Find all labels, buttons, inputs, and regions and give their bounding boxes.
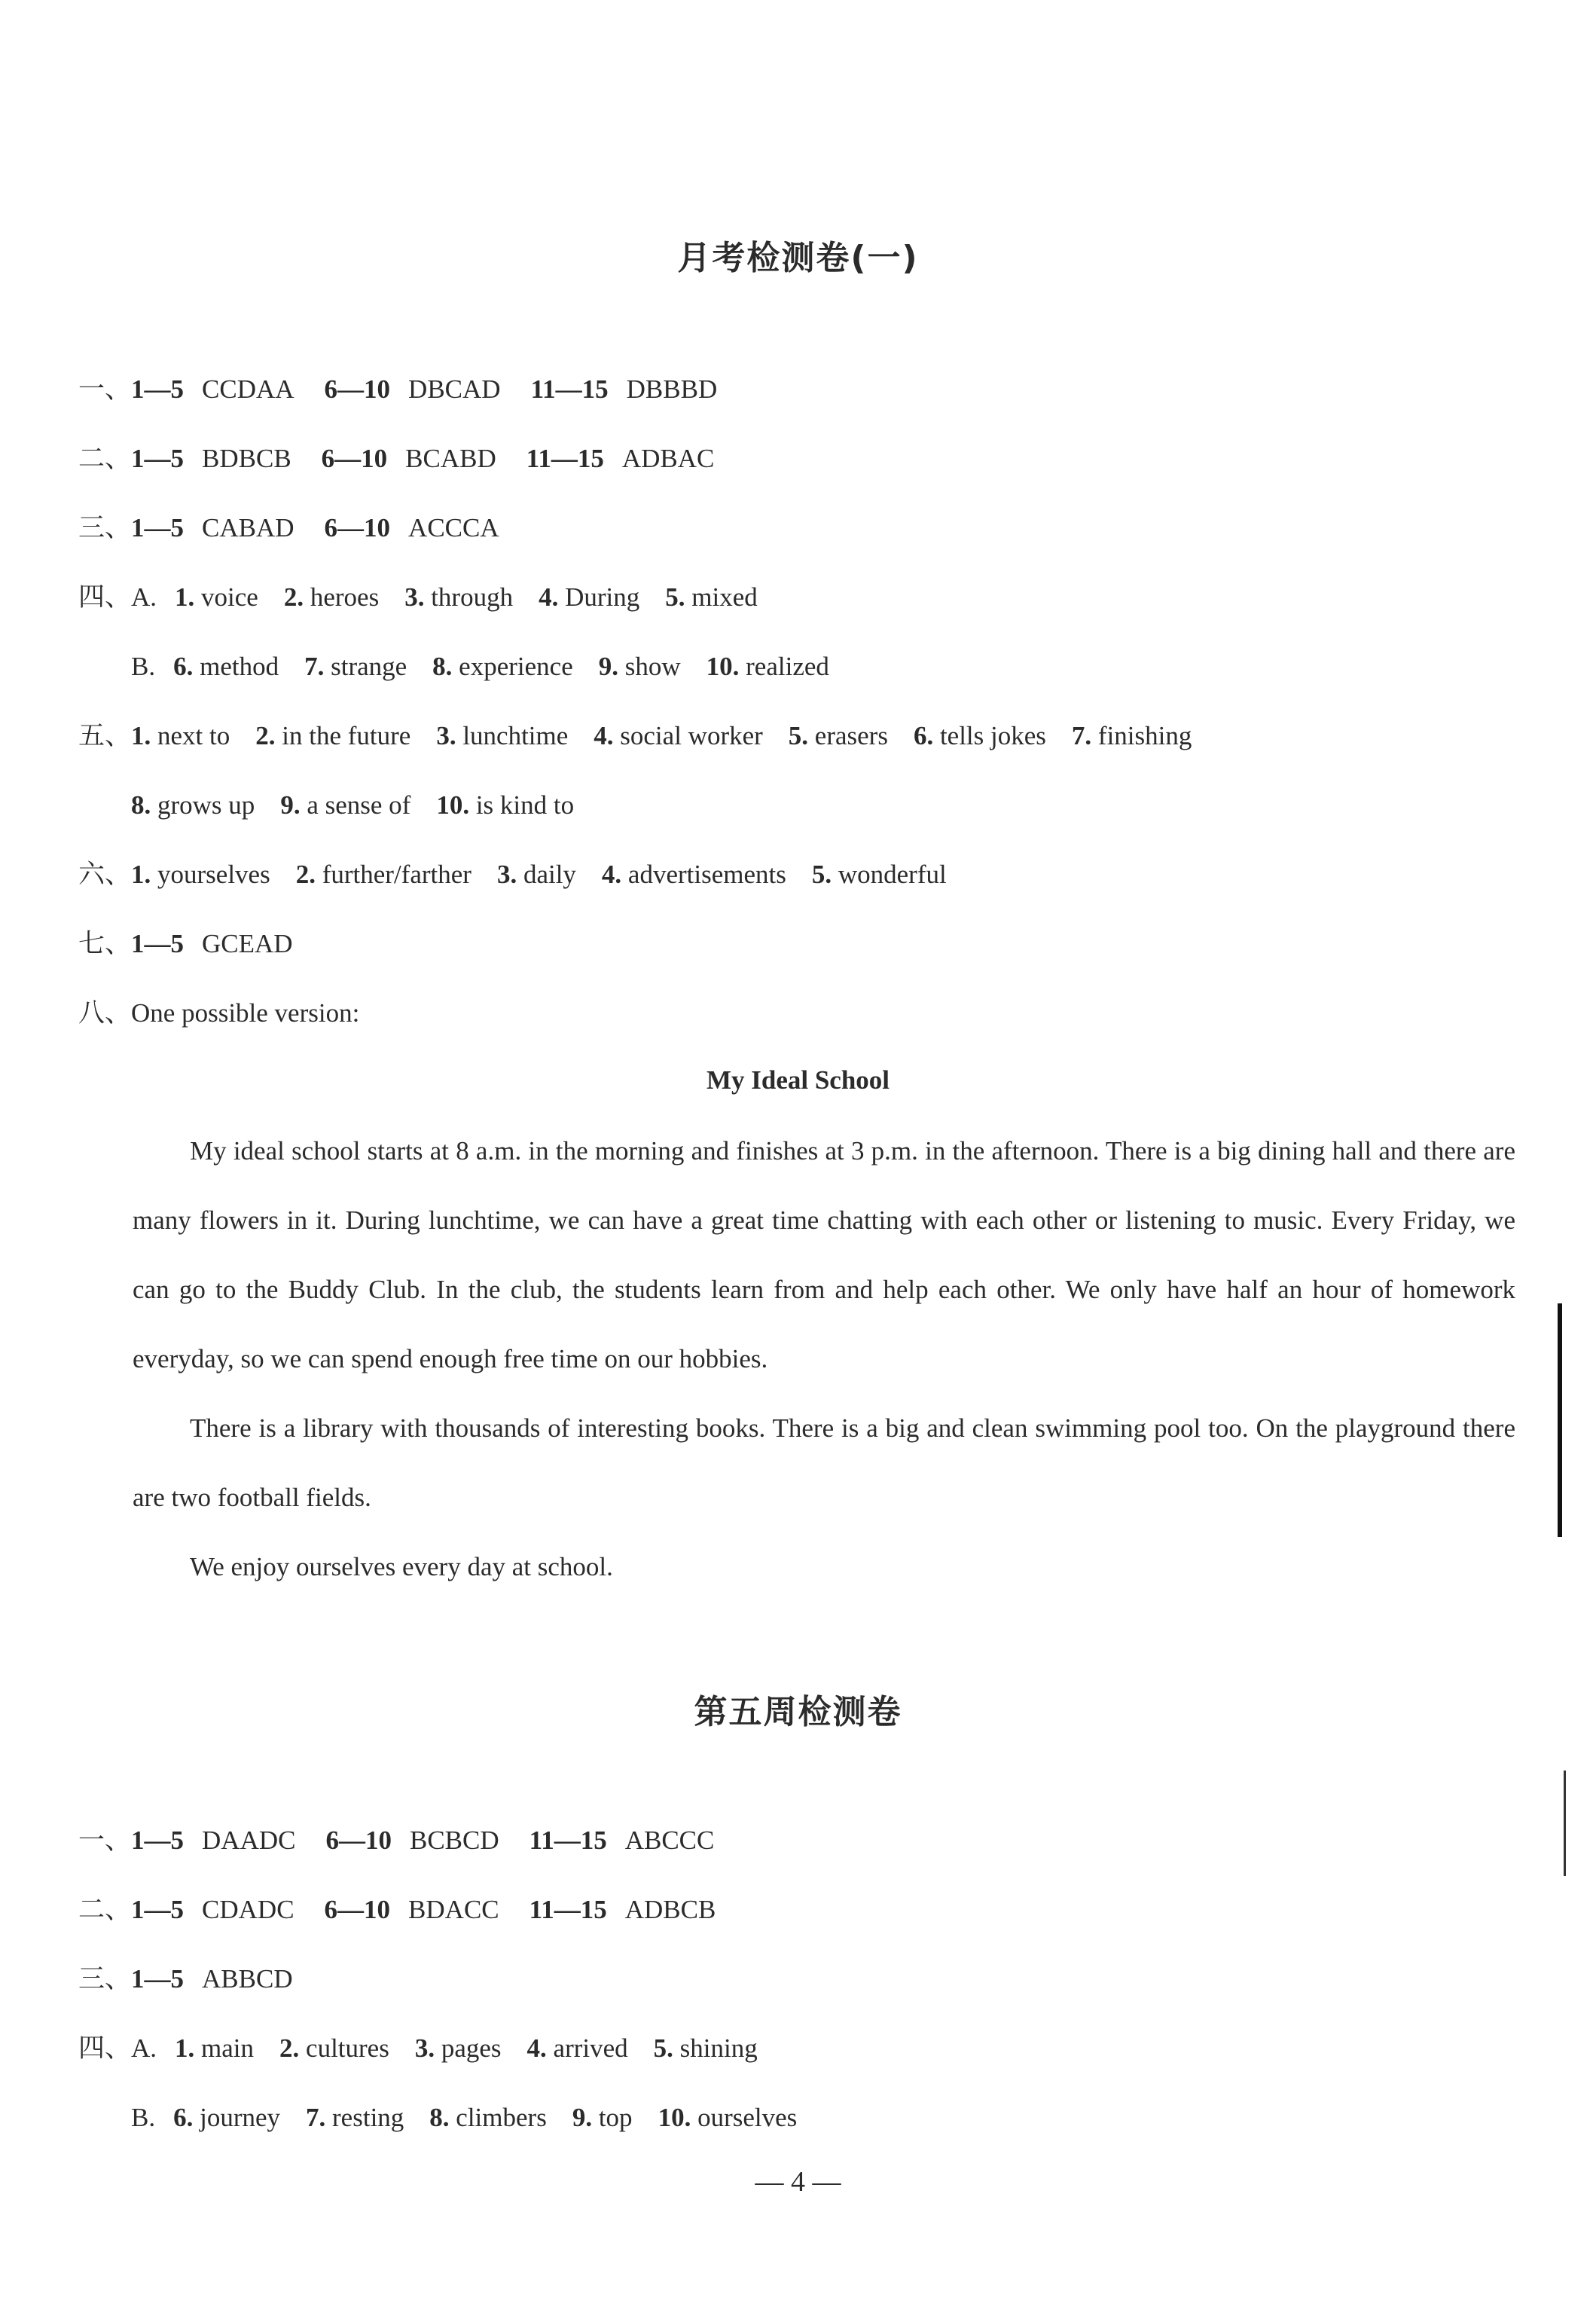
- row-label: 三、: [78, 513, 132, 543]
- answer-row: [78, 509, 499, 547]
- row-label: 二、: [78, 1895, 132, 1925]
- answer-row: [78, 579, 758, 616]
- essay-paragraph: There is a library with thousands of interesting books. There is a big and clean swimming pool too. On the playground there are two football fields.: [133, 1413, 1515, 1512]
- part-prefix: B.: [131, 652, 156, 681]
- answer-group: 6—10 DBCAD: [324, 374, 501, 404]
- answer-group: 8. climbers: [429, 2103, 547, 2132]
- answer-row: [131, 787, 574, 824]
- part-prefix: B.: [131, 2103, 156, 2132]
- answer-group: 5. wonderful: [811, 860, 947, 889]
- row-label: 一、: [78, 374, 132, 405]
- scan-edge-mark: [1564, 1771, 1566, 1876]
- answer-row: [78, 994, 359, 1032]
- answer-row: [78, 925, 293, 963]
- part-prefix: A.: [131, 2033, 157, 2063]
- answer-group: 5. shining: [653, 2033, 758, 2063]
- answer-group: 2. further/farther: [295, 860, 471, 889]
- page-number: — 4 —: [755, 2166, 841, 2198]
- answer-group: 1—5 GCEAD: [131, 929, 293, 958]
- answer-row: [78, 717, 1192, 755]
- answer-group: 2. in the future: [255, 721, 411, 750]
- answer-group: 6. tells jokes: [913, 721, 1046, 750]
- answer-group: 11—15 ABCCC: [529, 1826, 715, 1855]
- answer-group: 7. strange: [304, 652, 407, 681]
- answer-group: 3. daily: [496, 860, 576, 889]
- answer-group: 11—15 ADBAC: [526, 444, 715, 473]
- answer-row: [131, 2099, 797, 2137]
- answer-group: 1—5 CABAD: [131, 513, 294, 542]
- scan-edge-mark: [1558, 1303, 1562, 1537]
- answer-group: 1—5 DAADC: [131, 1826, 296, 1855]
- answer-group: 1—5 BDBCB: [131, 444, 291, 473]
- answer-group: 3. pages: [414, 2033, 502, 2063]
- answer-group: 1. main: [175, 2033, 255, 2063]
- answer-group: 4. social worker: [594, 721, 763, 750]
- answer-group: 6. method: [173, 652, 279, 681]
- answer-group: 5. erasers: [788, 721, 888, 750]
- answer-group: 9. top: [572, 2103, 633, 2132]
- row-label: 三、: [78, 1964, 132, 1994]
- essay-paragraph: We enjoy ourselves every day at school.: [190, 1552, 613, 1581]
- answer-group: 3. through: [404, 582, 514, 612]
- answer-group: 4. arrived: [526, 2033, 628, 2063]
- answer-group: 9. a sense of: [280, 790, 411, 820]
- answer-group: 10. is kind to: [436, 790, 575, 820]
- essay-paragraph: My ideal school starts at 8 a.m. in the morning and finishes at 3 p.m. in the afternoon. There is a big dining hall and there are many flowers in it. During lunchtime, we can have a great time chatting with each other or listening to music. Every Friday, we can go to the Buddy Club. In the club, the students learn from and help each other. We only have half an hour of homework everyday, so we can spend enough free time on our hobbies.: [133, 1136, 1515, 1373]
- answer-group: 4. During: [539, 582, 640, 612]
- row-label: 六、: [78, 860, 132, 890]
- answer-group: 8. experience: [432, 652, 573, 681]
- answer-group: 7. resting: [306, 2103, 404, 2132]
- answer-group: 1—5 CDADC: [131, 1895, 294, 1924]
- row-label: 二、: [78, 444, 132, 474]
- answer-group: 6—10 BDACC: [324, 1895, 499, 1924]
- answer-group: 2. cultures: [279, 2033, 389, 2063]
- answer-group: 4. advertisements: [601, 860, 786, 889]
- answer-group: 3. lunchtime: [436, 721, 569, 750]
- answer-group: 7. finishing: [1071, 721, 1192, 750]
- row-label: 四、: [78, 2033, 132, 2064]
- answer-group: 5. mixed: [665, 582, 758, 612]
- answer-group: 6—10 ACCCA: [324, 513, 499, 542]
- answer-row: [131, 648, 829, 686]
- section-title-monthly-test-1: 月考检测卷(一): [677, 239, 919, 277]
- row-text: One possible version:: [131, 998, 360, 1028]
- answer-group: 9. show: [598, 652, 681, 681]
- answer-group: 1—5 ABBCD: [131, 1964, 293, 1994]
- answer-row: [78, 371, 717, 408]
- essay-title: My Ideal School: [706, 1065, 890, 1095]
- section-title-week-5-test: 第五周检测卷: [694, 1693, 902, 1731]
- answer-group: 1. next to: [131, 721, 230, 750]
- row-label: 四、: [78, 582, 132, 613]
- answer-group: 11—15 DBBBD: [530, 374, 718, 404]
- row-label: 七、: [78, 929, 132, 959]
- answer-row: [78, 1822, 714, 1859]
- row-label: 八、: [78, 998, 132, 1028]
- answer-group: 6. journey: [173, 2103, 281, 2132]
- answer-group: 1—5 CCDAA: [131, 374, 294, 404]
- answer-group: 10. ourselves: [658, 2103, 798, 2132]
- row-label: 五、: [78, 721, 132, 751]
- answer-group: 8. grows up: [131, 790, 255, 820]
- answer-row: [78, 440, 714, 478]
- answer-group: 2. heroes: [283, 582, 380, 612]
- answer-group: 6—10 BCABD: [321, 444, 496, 473]
- row-label: 一、: [78, 1826, 132, 1856]
- answer-row: [78, 2030, 758, 2067]
- answer-row: [78, 856, 947, 894]
- answer-group: 1. voice: [175, 582, 258, 612]
- answer-row: [78, 1960, 293, 1998]
- answer-group: 6—10 BCBCD: [325, 1826, 499, 1855]
- part-prefix: A.: [131, 582, 157, 612]
- answer-group: 10. realized: [706, 652, 829, 681]
- answer-row: [78, 1891, 716, 1929]
- answer-group: 1. yourselves: [131, 860, 270, 889]
- answer-group: 11—15 ADBCB: [529, 1895, 716, 1924]
